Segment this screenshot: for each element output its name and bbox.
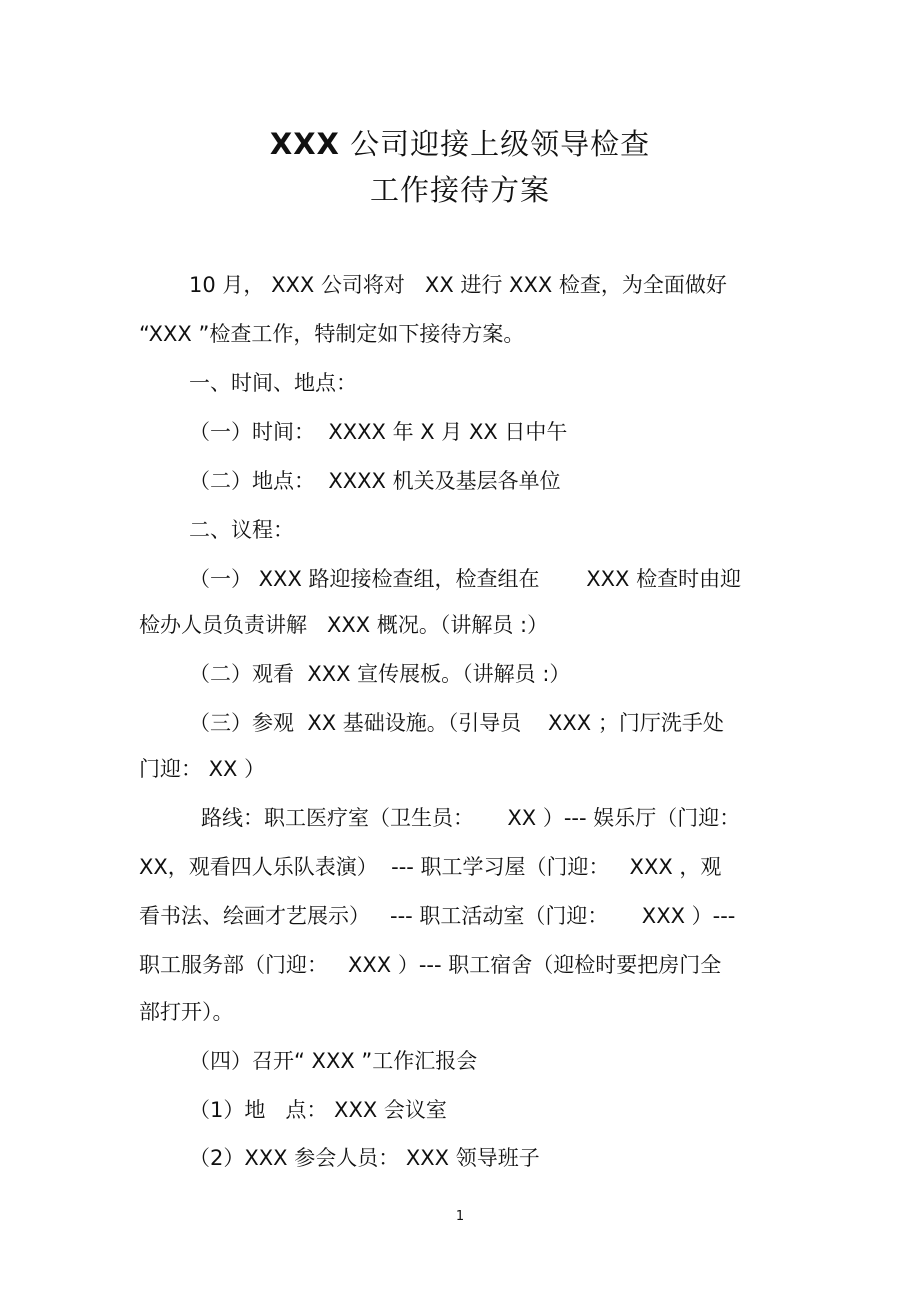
paragraph-line: （1）地 点： XXX 会议室 — [189, 1098, 447, 1122]
paragraph-line: （二）观看 XXX 宣传展板。（讲解员 :） — [189, 662, 571, 686]
paragraph-line: 职工服务部（门迎： XXX ）--- 职工宿舍（迎检时要把房门全 — [139, 953, 722, 977]
paragraph-line: （二）地点： XXXX 机关及基层各单位 — [189, 469, 561, 493]
title-main: 公司迎接上级领导检查 — [350, 127, 651, 161]
paragraph-line: “XXX ”检查工作，特制定如下接待方案。 — [139, 322, 525, 346]
paragraph-line: 部打开）。 — [139, 1000, 234, 1024]
paragraph-line: 检办人员负责讲解 XXX 概况。（讲解员 :） — [139, 613, 549, 637]
paragraph-line: （一） XXX 路迎接检查组，检查组在 XXX 检查时由迎 — [189, 567, 742, 591]
title-line-2: 工作接待方案 — [369, 173, 550, 207]
paragraph-line: 10 月， XXX 公司将对 XX 进行 XXX 检查，为全面做好 — [189, 273, 727, 297]
paragraph-line: XX，观看四人乐队表演） --- 职工学习屋（门迎： XXX ，观 — [139, 855, 722, 879]
paragraph-line: （一）时间： XXXX 年 X 月 XX 日中午 — [189, 420, 568, 444]
paragraph-line: 门迎： XX ） — [139, 757, 266, 781]
paragraph-line: （四）召开“ XXX ”工作汇报会 — [189, 1049, 478, 1073]
paragraph-line: 看书法、绘画才艺展示） --- 职工活动室（门迎： XXX ）--- — [139, 904, 736, 928]
section-heading: 一、时间、地点： — [189, 371, 357, 395]
page-number: 1 — [455, 1209, 465, 1224]
paragraph-line: （2）XXX 参会人员： XXX 领导班子 — [189, 1146, 540, 1170]
title-line-1 — [0, 124, 920, 164]
paragraph-line: （三）参观 XX 基础设施。（引导员 XXX ；门厅洗手处 — [189, 711, 724, 735]
section-heading: 二、议程： — [189, 518, 294, 542]
paragraph-line: 路线：职工医疗室（卫生员： XX ）--- 娱乐厅（门迎： — [201, 806, 741, 830]
title-prefix: XXX — [269, 127, 340, 161]
